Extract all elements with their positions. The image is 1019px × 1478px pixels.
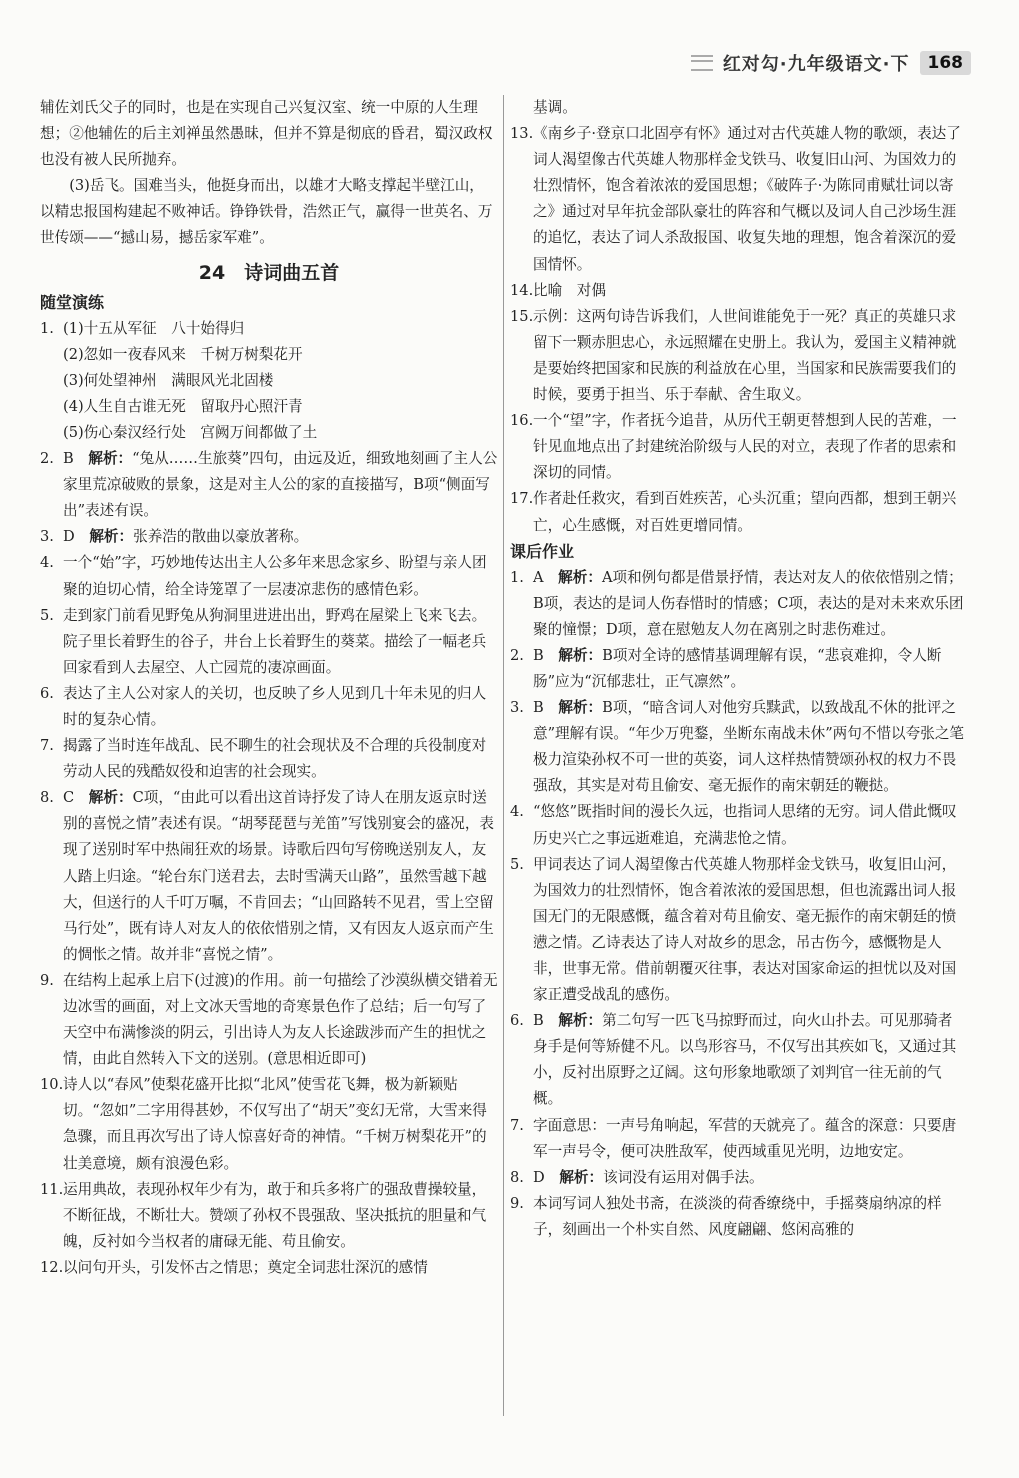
page-number: 168 [920, 51, 972, 75]
answer-item [510, 486, 966, 538]
answer-text: 一个“望”字，作者抚今追昔，从历代王朝更替想到人民的苦难，一针见血地点出了封建统治阶级与人民的对立，表现了作者的思索和深切的同情。 [533, 412, 957, 482]
book-title: 红对勾·九年级语文·下 [722, 54, 910, 75]
item-number: 7. [510, 1116, 524, 1134]
answer-item [510, 1165, 966, 1191]
answer-item [40, 1072, 498, 1176]
answer-line: (3)何处望神州 满眼风光北固楼 [63, 371, 274, 389]
item-number: 1. [40, 319, 54, 337]
answer-text: “兔从……生旅葵”四句，由远及近，细致地刻画了主人公家里荒凉破败的景象，这是对主人公的家的直接描写，B项“侧面写出”表述有误。 [63, 450, 498, 520]
answer-text: 走到家门前看见野兔从狗洞里进进出出，野鸡在屋梁上飞来飞去。院子里长着野生的谷子，井台上长着野生的葵菜。描绘了一幅老兵回家看到人去屋空、人亡园荒的凄凉画面。 [63, 606, 487, 676]
left-column [40, 95, 498, 1281]
item-number: 12. [40, 1258, 64, 1276]
answer-text: 揭露了当时连年战乱、民不聊生的社会现状及不合理的兵役制度对劳动人民的残酷奴役和迫害的社会现实。 [63, 737, 487, 781]
answer-text: 第二句写一匹飞马掠野而过，向火山扑去。可见那骑者身手是何等矫健不凡。以鸟形容马，不仅写出其疾如飞，又通过其小，反衬出原野之辽阔。这句形象地歌颂了刘判官一往无前的气概。 [533, 1012, 957, 1108]
intro-paragraph: 辅佐刘氏父子的同时，也是在实现自己兴复汉室、统一中原的人生理想；②他辅佐的后主刘禅虽然愚昧，但并不算是彻底的昏君，蜀汉政权也没有被人民所抛弃。 [40, 99, 493, 169]
answer-text: B项，“暗含词人对他穷兵黩武，以致战乱不休的批评之意”理解有误。“年少万兜鍪，坐断东南战未休”两句不惜以夸张之笔极力渲染孙权不可一世的英姿，词人这样热情赞颂孙权的权力不畏强敌，其实是对苟且偷安、毫无振作的南宋朝廷的鞭挞。 [533, 699, 965, 795]
item-number: 5. [510, 855, 524, 873]
item-number: 8. [510, 1168, 524, 1186]
answer-line: (2)忽如一夜春风来 千树万树梨花开 [63, 345, 303, 363]
answer-item [510, 799, 966, 851]
item-number: 11. [40, 1180, 64, 1198]
answer-item [40, 681, 498, 733]
item-number: 1. [510, 568, 524, 586]
answer-text: A项和例句都是借景抒情，表达对友人的依依惜别之情；B项，表达的是词人伤春惜时的情感；C项，表达的是对未来欢乐团聚的憧憬；D项，意在慰勉友人勿在离别之时悲伤难过。 [533, 568, 964, 638]
answer-item [510, 121, 966, 278]
answer-item [510, 852, 966, 1009]
item-number: 9. [40, 971, 54, 989]
answer-item [40, 446, 498, 524]
section-heading: 课后作业 [510, 541, 575, 561]
analysis-label: 解析： [88, 450, 133, 468]
answer-text: 《南乡子·登京口北固亭有怀》通过对古代英雄人物的歌颂，表达了词人渴望像古代英雄人物那样金戈铁马、收复旧山河、为国效力的壮烈情怀，饱含着浓浓的爱国思想；《破阵子·为陈同甫赋壮词以寄之》通过对早年抗金部队豪壮的阵容和气概以及词人自己沙场生涯的追忆，表达了词人杀敌报国、收复失地的理想，饱含着深沉的爱国情怀。 [533, 125, 961, 273]
item-number: 2. [510, 646, 524, 664]
answer-item [510, 643, 966, 695]
answer-item [40, 524, 498, 550]
item-number: 13. [510, 125, 534, 143]
section-heading: 随堂演练 [40, 292, 105, 312]
item-number: 2. [40, 450, 54, 468]
answer-item [510, 1008, 966, 1112]
item-number: 8. [40, 789, 54, 807]
header-lines-icon [691, 55, 713, 71]
answer-item [510, 304, 966, 408]
answer-list [40, 446, 498, 1281]
item-number: 15. [510, 307, 534, 325]
analysis-label: 解析： [89, 528, 134, 546]
item-number: 6. [510, 1012, 524, 1030]
answer-choice: C [63, 789, 75, 807]
answer-choice: B [533, 699, 544, 717]
analysis-label: 解析： [558, 1012, 603, 1030]
lesson-title: 24 诗词曲五首 [198, 261, 340, 284]
item-number: 16. [510, 412, 534, 430]
answer-choice: B [533, 1012, 544, 1030]
item-number: 7. [40, 737, 54, 755]
answer-choice: A [533, 568, 544, 586]
answer-text: B项对全诗的感情基调理解有误，“悲哀难抑，令人断肠”应为“沉郁悲壮，正气凛然”。 [533, 646, 942, 690]
answer-choice: D [63, 528, 75, 546]
answer-item [510, 1113, 966, 1165]
answer-choice: D [533, 1168, 545, 1186]
answer-line: (4)人生自古谁无死 留取丹心照汗青 [63, 397, 303, 415]
item-number: 3. [510, 699, 524, 717]
answer-text: 字面意思：一声号角响起，军营的天就亮了。蕴含的深意：只要唐军一声号令，便可决胜敌军，使西域重见光明，边地安定。 [533, 1116, 957, 1160]
item-number: 4. [40, 554, 54, 572]
intro-paragraph: (3)岳飞。国难当头，他挺身而出，以雄才大略支撑起半壁江山，以精忠报国构建起不败神话。铮铮铁骨，浩然正气，赢得一世英名、万世传颂——“撼山易，撼岳家军难”。 [40, 177, 493, 247]
column-divider [503, 95, 504, 1416]
analysis-label: 解析： [559, 1168, 604, 1186]
analysis-label: 解析： [558, 568, 602, 586]
answer-item [40, 733, 498, 785]
answer-item [510, 565, 966, 643]
answer-item [510, 408, 966, 486]
answer-item [510, 1191, 966, 1243]
answer-item [40, 550, 498, 602]
answer-item [40, 1255, 498, 1281]
answer-text: 一个“始”字，巧妙地传达出主人公多年来思念家乡、盼望与亲人团聚的迫切心情，给全诗笼罩了一层凄凉悲伤的感情色彩。 [63, 554, 487, 598]
answer-text: 示例：这两句诗告诉我们，人世间谁能免于一死？真正的英雄只求留下一颗赤胆忠心，永远照耀在史册上。我认为，爱国主义精神就是要始终把国家和民族的利益放在心里，当国家和民族需要我们的时候，要勇于担当、乐于奉献、舍生取义。 [533, 307, 957, 404]
answer-item [40, 1177, 498, 1255]
right-column [510, 95, 966, 1243]
answer-text: 甲词表达了词人渴望像古代英雄人物那样金戈铁马，收复旧山河，为国效力的壮烈情怀，饱含着浓浓的爱国思想，但也流露出词人报国无门的无限感慨，蕴含着对苟且偷安、毫无振作的南宋朝廷的愤懑之情。乙诗表达了诗人对故乡的思念，吊古伤今，感慨物是人非，世事无常。借前朝覆灭往事，表达对国家命运的担忧以及对国家正遭受战乱的感伤。 [533, 855, 957, 1004]
item-number: 4. [510, 803, 524, 821]
item-number: 6. [40, 684, 54, 702]
answer-text: 表达了主人公对家人的关切，也反映了乡人见到几十年未见的归人时的复杂心情。 [63, 684, 487, 728]
answer-item [40, 316, 498, 446]
answer-line: (5)伤心秦汉经行处 宫阙万间都做了土 [63, 423, 318, 441]
answer-text: 以问句开头，引发怀古之情思；奠定全词悲壮深沉的感情 [63, 1258, 428, 1276]
answer-list [510, 121, 966, 539]
continued-text: 基调。 [533, 99, 577, 116]
answer-item [40, 968, 498, 1072]
item-number: 3. [40, 528, 54, 546]
answer-text: 在结构上起承上启下(过渡)的作用。前一句描绘了沙漠纵横交错着无边冰雪的画面，对上文冰天雪地的奇寒景色作了总结；后一句写了天空中布满惨淡的阴云，引出诗人为友人长途跋涉而产生的担忧之情，由此自然转入下文的送别。(意思相近即可) [63, 971, 498, 1068]
answer-text: 本词写词人独处书斋，在淡淡的荷香缭绕中，手摇葵扇纳凉的样子，刻画出一个朴实自然、风度翩翩、悠闲高雅的 [533, 1194, 942, 1238]
answer-text: 张养浩的散曲以豪放著称。 [133, 528, 309, 546]
answer-text: 运用典故，表现孙权年少有为，敢于和兵多将广的强敌曹操较量，不断征战，不断壮大。赞颂了孙权不畏强敌、坚决抵抗的胆量和气魄，反衬如今当权者的庸碌无能、苟且偷安。 [63, 1180, 487, 1250]
answer-item [40, 603, 498, 681]
page-header [691, 50, 971, 76]
analysis-label: 解析： [88, 789, 133, 807]
answer-text: C项，“由此可以看出这首诗抒发了诗人在朋友返京时送别的喜悦之情”表述有误。“胡琴琵琶与羌笛”写饯别宴会的盛况，表现了送别时军中热闹狂欢的场景。诗歌后四句写傍晚送别友人，友人踏上归途。“轮台东门送君去，去时雪满天山路”，虽然雪越下越大，但送行的人千叮万嘱，不肯回去；“山回路转不见君，雪上空留马行处”，既有诗人对友人的依依惜别之情，又有因友人返京而产生的惆怅之情。故并非“喜悦之情”。 [63, 789, 495, 963]
item-number: 9. [510, 1194, 524, 1212]
answer-line: (1)十五从军征 八十始得归 [63, 319, 245, 337]
answer-list [510, 565, 966, 1243]
item-number: 5. [40, 606, 54, 624]
item-number: 14. [510, 281, 534, 299]
item-number: 17. [510, 490, 534, 508]
answer-text: “悠悠”既指时间的漫长久远，也指词人思绪的无穷。词人借此慨叹历史兴亡之事远逝难追，充满悲怆之情。 [533, 803, 957, 847]
analysis-label: 解析： [558, 699, 603, 717]
answer-text: 该词没有运用对偶手法。 [603, 1168, 764, 1186]
answer-item [510, 278, 966, 304]
answer-text: 诗人以“春风”使梨花盛开比拟“北风”使雪花飞舞，极为新颖贴切。“忽如”二字用得甚妙，不仅写出了“胡天”变幻无常，大雪来得急骤，而且再次写出了诗人惊喜好奇的神情。“千树万树梨花开”的壮美意境，颇有浪漫色彩。 [63, 1076, 487, 1172]
answer-text: 作者赴任救灾，看到百姓疾苦，心头沉重；望向西都，想到王朝兴亡，心生感慨，对百姓更增同情。 [533, 490, 957, 534]
item-number: 10. [40, 1076, 64, 1094]
answer-text: 比喻 对偶 [533, 281, 606, 299]
analysis-label: 解析： [558, 646, 603, 664]
answer-item [510, 695, 966, 799]
answer-choice: B [63, 450, 74, 468]
answer-choice: B [533, 646, 544, 664]
answer-item [40, 785, 498, 968]
